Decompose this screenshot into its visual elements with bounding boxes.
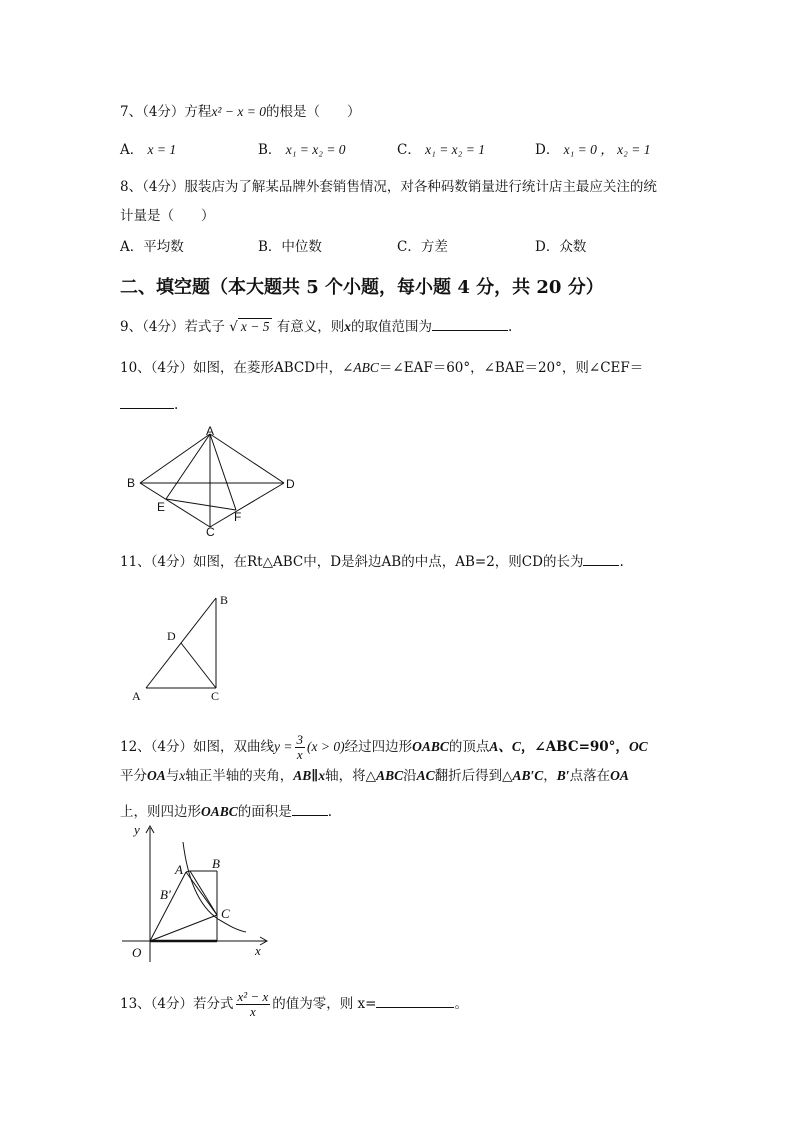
q13-prefix: 13、（4分）若分式 — [120, 996, 234, 1012]
q9-end: . — [508, 319, 513, 335]
q12-abc: ABC — [376, 768, 404, 783]
q7-stem — [120, 103, 360, 121]
q8-option-c[interactable] — [397, 238, 448, 256]
q12-end: . — [327, 804, 333, 820]
q12-stem-line2 — [120, 767, 629, 785]
q12-l2g: ， — [543, 768, 557, 784]
q13-frac-num: x² − x — [237, 989, 269, 1004]
q12-l2e: 沿 — [403, 768, 417, 784]
q9-radicand: x − 5 — [238, 318, 273, 334]
q12-x: x — [179, 768, 186, 783]
q12-abpc: AB′C — [512, 768, 544, 783]
q7-option-c[interactable] — [397, 141, 485, 159]
label-b: B — [127, 476, 136, 490]
q8-option-a[interactable] — [120, 238, 184, 256]
label-c: C — [211, 689, 220, 703]
option-label: B． — [258, 239, 282, 255]
q7-prefix: 7、（4分）方程 — [120, 104, 212, 120]
q12-l2c: 轴正半轴的夹角， — [185, 768, 294, 784]
option-label: D． — [535, 239, 560, 255]
q7-option-a[interactable] — [120, 141, 176, 159]
edge-ab — [140, 434, 210, 483]
q12-l2b: 与 — [165, 768, 180, 784]
q12-oa2: OA — [610, 768, 629, 783]
option-label: C． — [397, 239, 421, 255]
option-text: x = 1 — [147, 142, 177, 157]
q12-l3b: 的面积是 — [237, 804, 292, 820]
q12-abx: AB∥x — [293, 768, 326, 783]
q10-angle: ABC — [353, 360, 379, 375]
segment-ef — [166, 499, 236, 510]
q12-frac-den: x — [296, 747, 303, 762]
label-c: C — [221, 906, 230, 921]
q10-answer-blank[interactable] — [120, 394, 174, 409]
q11-stem — [120, 551, 624, 571]
q10-rhombus-figure — [120, 424, 300, 536]
q12-stem-line3 — [120, 801, 332, 821]
q13-mid: 的值为零，则 x= — [272, 996, 377, 1012]
q12-l3a: 上，则四边形 — [120, 804, 201, 820]
q7-option-b[interactable] — [258, 141, 346, 159]
label-a: A — [206, 424, 215, 438]
q8-stem-line1: 8、（4分）服装店为了解某品牌外套销售情况，对各种码数销量进行统计店主最应关注的统 — [120, 179, 657, 195]
diagonal-ac — [190, 871, 217, 915]
q12-l1-rest: 经过四边形 — [344, 739, 413, 755]
q10-end: . — [174, 397, 179, 413]
q9-var: x — [344, 319, 351, 334]
segment-oc — [150, 915, 217, 941]
q12-fraction — [295, 733, 306, 762]
q12-frac-num: 3 — [296, 732, 304, 747]
q12-l2a: 平分 — [120, 768, 147, 784]
q7-equation: x² − x = 0 — [211, 104, 266, 119]
q9-mid: 有意义，则 — [276, 319, 345, 335]
sqrt-expression: √ x − 5 — [229, 318, 272, 336]
q13-answer-blank[interactable] — [376, 993, 454, 1008]
q9-suffix: 的取值范围为 — [351, 319, 432, 335]
label-b: B — [212, 856, 220, 871]
median-cd — [181, 643, 216, 688]
q12-oabc2: OABC — [201, 804, 238, 819]
q12-ac: A、C — [489, 739, 521, 754]
label-c: C — [206, 525, 215, 536]
option-text: x₁ = x₂ = 0 — [285, 142, 346, 157]
option-text: 众数 — [559, 239, 587, 255]
q13-end: 。 — [454, 996, 468, 1012]
q10-stem — [120, 359, 643, 377]
q12-hyperbola-figure — [120, 822, 280, 967]
q11-triangle-figure — [128, 588, 238, 703]
label-o: O — [132, 945, 142, 960]
q8-stem-line2: 计量是（ ） — [120, 208, 215, 224]
option-text: 方差 — [420, 239, 448, 255]
option-label: C． — [397, 142, 421, 158]
q7-option-d[interactable] — [535, 141, 650, 159]
q12-answer-blank[interactable] — [292, 801, 328, 816]
label-b: B — [220, 593, 229, 607]
label-y: y — [134, 822, 140, 837]
q11-end: . — [619, 554, 624, 570]
label-a: A — [175, 862, 183, 877]
q7-suffix: 的根是（ ） — [265, 104, 361, 120]
q9-answer-blank[interactable] — [432, 316, 508, 331]
q12-l2h: 点落在 — [569, 768, 611, 784]
label-d: D — [167, 629, 176, 643]
q9-stem — [120, 316, 512, 336]
option-label: A． — [120, 239, 144, 255]
label-x: x — [255, 943, 261, 958]
segment-bprime-c — [186, 872, 217, 915]
label-b-prime: B′ — [160, 887, 171, 902]
label-d: D — [286, 477, 295, 491]
option-text: 中位数 — [281, 239, 322, 255]
q12-l2d: 轴，将△ — [325, 768, 377, 784]
q13-fraction — [236, 990, 271, 1019]
q12-condition: (x > 0) — [307, 739, 345, 754]
q12-oabc: OABC — [412, 739, 449, 754]
q12-oa: OA — [147, 768, 166, 783]
q10-prefix: 10、（4分）如图，在菱形ABCD中，∠ — [120, 360, 354, 376]
q12-bp: B′ — [556, 768, 570, 783]
option-text: x₁ = x₂ = 1 — [425, 142, 485, 157]
option-text: 平均数 — [143, 239, 184, 255]
q12-stem-line1 — [120, 733, 648, 762]
q12-l2f: 翻折后得到△ — [434, 768, 513, 784]
q13-frac-den: x — [250, 1004, 256, 1019]
segment-ae — [166, 434, 210, 499]
segment-af — [210, 434, 236, 510]
q11-answer-blank[interactable] — [583, 551, 619, 566]
q8-option-d[interactable] — [535, 238, 586, 256]
option-label: A． — [120, 142, 144, 158]
label-a: A — [132, 689, 141, 703]
option-text: x₁ = 0 ， x₂ = 1 — [563, 142, 651, 157]
q9-prefix: 9、（4分）若式子 — [120, 319, 225, 335]
q10-mid: ＝∠EAF＝60°，∠BAE＝20°，则∠CEF＝ — [378, 360, 644, 376]
q11-text: 11、（4分）如图，在Rt△ABC中，D是斜边AB的中点，AB=2，则CD的长为 — [120, 554, 584, 570]
edge-cd — [210, 483, 284, 527]
section-heading-fill-in: 二、填空题（本大题共 5 个小题，每小题 4 分，共 20 分） — [120, 277, 604, 298]
option-label: D． — [535, 142, 560, 158]
q12-acline: AC — [416, 768, 435, 783]
edge-bc — [140, 483, 210, 527]
q13-stem — [120, 990, 468, 1019]
segment-ob — [150, 872, 186, 941]
edge-ad — [210, 434, 284, 483]
segment-ab-prime — [186, 871, 190, 872]
q12-angle: ，∠ABC=90°， — [520, 739, 629, 755]
option-label: B． — [258, 142, 282, 158]
q12-y-eq: y = — [274, 739, 293, 754]
q12-prefix: 12、（4分）如图，双曲线 — [120, 739, 275, 755]
q12-l1-tail: 的顶点 — [448, 739, 490, 755]
label-e: E — [157, 500, 166, 514]
q8-option-b[interactable] — [258, 238, 322, 256]
q12-oc: OC — [628, 739, 648, 754]
q10-answer-line — [120, 394, 178, 414]
label-f: F — [234, 510, 242, 524]
